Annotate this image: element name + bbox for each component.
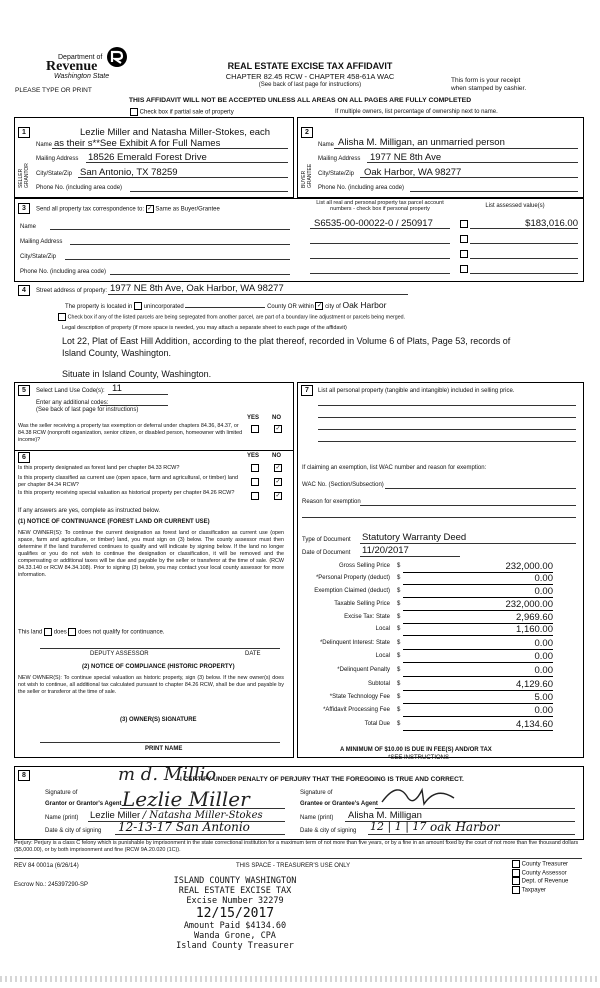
- dept-revenue-checkbox[interactable]: [512, 877, 520, 885]
- segregated-checkbox[interactable]: [58, 313, 66, 321]
- seller-mail-label: Mailing Address: [36, 156, 79, 162]
- calc-dollar: $: [397, 626, 401, 632]
- notice2-title: (2) NOTICE OF COMPLIANCE (HISTORIC PROPERTY): [82, 664, 235, 670]
- grantee-name-label: Name (print): [300, 815, 334, 821]
- grantor-agent-label: Grantor or Grantor's Agent: [45, 801, 122, 807]
- calc-value[interactable]: 0.00: [403, 638, 553, 650]
- exemption-question: Was the seller receiving a property tax exemption or deferral under chapters 84.36, 84.37, or 84.38 RCW (nonprofit organization, senior citizen, or disabled person, homeowner with limited income)?: [18, 423, 243, 443]
- additional-codes-note: (See back of last page for instructions): [36, 407, 139, 413]
- partial-sale-checkbox[interactable]: [130, 108, 138, 116]
- grantee-agent-label: Grantee or Grantee's Agent: [300, 801, 378, 807]
- calc-row: [300, 561, 555, 572]
- calc-value[interactable]: 0.00: [403, 586, 553, 598]
- buyer-name-label: Name: [318, 142, 335, 148]
- grantor-name-2: Natasha Miller-Stokes: [149, 810, 263, 821]
- calc-dollar: $: [397, 681, 401, 687]
- calc-label: Local: [375, 653, 390, 659]
- calc-row: [300, 638, 555, 649]
- multiple-owners-note: If multiple owners, list percentage of ownership next to name.: [335, 109, 498, 115]
- seller-name-line1[interactable]: Lezlie Miller and Natasha Miller-Stokes, each: [80, 127, 271, 138]
- section-8-number: 8: [18, 770, 30, 781]
- calc-dollar: $: [397, 653, 401, 659]
- unincorporated-checkbox[interactable]: [134, 302, 142, 310]
- deputy-assessor: DEPUTY ASSESSOR: [90, 651, 149, 657]
- calc-dollar: $: [397, 694, 401, 700]
- calc-value[interactable]: 4,129.60: [403, 679, 553, 691]
- calc-row: [300, 624, 555, 635]
- grantee-date-label: Date & city of signing: [300, 828, 357, 834]
- buyer-mail[interactable]: 1977 NE 8th Ave: [370, 152, 442, 163]
- perjury-text: Perjury: Perjury is a class C felony which is punishable by imprisonment in the state correctional institution for a maximum term of not more than five years, or by a fine in an amount fixed by the court of not more than five thousand dollars ($5,000.00), or by both imprisonment and fine (RCW 9A.20.020 (1C)).: [14, 840, 579, 853]
- form-chapter: CHAPTER 82.45 RCW - CHAPTER 458-61A WAC: [225, 72, 395, 81]
- s3-name-label: Name: [20, 224, 37, 230]
- doc-type[interactable]: Statutory Warranty Deed: [362, 532, 467, 543]
- section-2-number: 2: [301, 127, 313, 138]
- seller-city[interactable]: San Antonio, TX 78259: [80, 167, 178, 178]
- seller-name-line2[interactable]: as their s**See Exhibit A for Full Names: [54, 138, 221, 149]
- calc-value[interactable]: 232,000.00: [403, 599, 553, 611]
- calc-label: Subtotal: [367, 681, 390, 687]
- print-note: PLEASE TYPE OR PRINT: [15, 87, 92, 94]
- does-label: does: [53, 629, 67, 636]
- grantor-date[interactable]: 12-13-17 San Antonio: [118, 820, 250, 834]
- form-title: REAL ESTATE EXCISE TAX AFFIDAVIT: [227, 61, 393, 71]
- buyer-side-label: BUYER GRANTEE: [301, 163, 313, 188]
- s3-city-label: City/State/Zip: [20, 254, 57, 260]
- segregated-line: [58, 313, 405, 321]
- calc-row: [300, 586, 555, 597]
- stamp-line7: Island County Treasurer: [176, 941, 294, 951]
- s5-no-header: NO: [272, 415, 281, 421]
- parcel-number[interactable]: S6535-00-00022-0 / 250917: [314, 218, 433, 229]
- personal-property-label: List all personal property (tangible and intangible) included in selling price.: [318, 388, 515, 394]
- buyer-city-label: City/State/Zip: [318, 171, 355, 177]
- calc-row: [300, 573, 555, 584]
- calc-label: Excise Tax: State: [344, 614, 390, 620]
- reason-label: Reason for exemption: [302, 499, 361, 505]
- qualify-line: [18, 628, 164, 636]
- q2-no-checkbox[interactable]: ✓: [275, 479, 281, 485]
- dor-logo: [18, 46, 128, 86]
- grantor-date-label: Date & city of signing: [45, 828, 102, 834]
- seller-phone-label: Phone No. (including area code): [36, 185, 123, 191]
- seller-mail[interactable]: 18526 Emerald Forest Drive: [88, 152, 207, 163]
- assessed-value[interactable]: $183,016.00: [525, 218, 578, 229]
- calc-dollar: $: [397, 721, 401, 727]
- doc-date-label: Date of Document: [302, 550, 351, 556]
- notice2-text: NEW OWNER(S): To continue special valuation as historic property, sign (3) below. If the new owner(s) does not wish to continue, all additional tax calculated pursuant to chapter 84.26 RCW, shall be due and payable by the seller or transferor at the time of sale.: [18, 675, 284, 695]
- grantor-name[interactable]: Lezlie Miller / Natasha Miller-Stokes: [90, 810, 263, 821]
- calc-row: [300, 719, 555, 730]
- stamp-line4: 12/15/2017: [195, 906, 275, 921]
- calc-label: *Delinquent Penalty: [337, 667, 390, 673]
- taxpayer-label: Taxpayer: [521, 887, 546, 894]
- legal-line2[interactable]: Island County, Washington.: [62, 348, 172, 358]
- parcel-3-personal-checkbox[interactable]: [460, 250, 468, 258]
- print-name-label: PRINT NAME: [145, 746, 183, 752]
- assessor-date: DATE: [245, 651, 261, 657]
- treasurer-stamp: [150, 876, 320, 951]
- s6-q1: Is this property designated as forest land per chapter 84.33 RCW?: [18, 465, 180, 471]
- calc-value[interactable]: 0.00: [403, 651, 553, 663]
- scan-noise-bottom: [0, 976, 600, 982]
- land-use-code[interactable]: 11: [112, 383, 122, 394]
- s6-q3: Is this property receiving special valuation as historical property per chapter 84.26 RCW?: [18, 490, 235, 496]
- wac-label: WAC No. (Section/Subsection): [302, 482, 384, 488]
- county-assessor-label: County Assessor: [521, 870, 567, 877]
- grantor-signature[interactable]: Lezlie Miller: [122, 787, 250, 811]
- s5-no-checkbox[interactable]: ✓: [275, 426, 281, 432]
- notice1-title: (1) NOTICE OF CONTINUANCE (FOREST LAND OR CURRENT USE): [18, 519, 210, 525]
- calc-dollar: $: [397, 601, 401, 607]
- seller-city-label: City/State/Zip: [36, 171, 73, 177]
- doc-type-label: Type of Document: [302, 537, 351, 543]
- same-as-label: Same as Buyer/Grantee: [155, 206, 220, 213]
- escrow-number: Escrow No.: 245397290-SP: [14, 882, 89, 888]
- dept-line3: Washington State: [54, 73, 110, 80]
- property-city[interactable]: Oak Harbor: [342, 300, 387, 310]
- legal-line3[interactable]: Situate in Island County, Washington.: [62, 369, 212, 379]
- calc-value[interactable]: 5.00: [403, 692, 553, 704]
- instructions-note: (See back of last page for instructions): [258, 82, 362, 88]
- calc-value[interactable]: 0.00: [403, 705, 553, 717]
- calc-label: *Delinquent Interest: State: [319, 640, 390, 646]
- calc-row: [300, 705, 555, 716]
- send-correspondence: [36, 205, 220, 213]
- buyer-mail-label: Mailing Address: [318, 156, 361, 162]
- county-treasurer-checkbox[interactable]: [512, 860, 520, 868]
- section-4-number: 4: [18, 285, 30, 296]
- calc-dollar: $: [397, 575, 401, 581]
- grantee-date[interactable]: 12 | 1 | 17: [370, 820, 427, 833]
- located-text: The property is located in: [65, 304, 133, 310]
- city-of-label: city of: [325, 304, 341, 310]
- section-6-number: 6: [18, 452, 30, 463]
- grantee-city[interactable]: oak Harbor: [430, 820, 500, 834]
- s6-no-header: NO: [272, 453, 281, 459]
- calc-row: [300, 651, 555, 662]
- calc-dollar: $: [397, 563, 401, 569]
- calc-row: [300, 692, 555, 703]
- seller-side-label: SELLER GRANTOR: [18, 163, 30, 188]
- stamp-line1: ISLAND COUNTY WASHINGTON: [173, 876, 297, 886]
- logo-mark-icon: [106, 46, 128, 68]
- send-text: Send all property tax correspondence to:: [36, 206, 145, 213]
- street-label: Street address of property:: [36, 288, 108, 294]
- calc-value[interactable]: 0.00: [403, 573, 553, 585]
- grantor-sig-of: Signature of: [45, 790, 78, 796]
- unincorporated-label: unincorporated: [143, 304, 184, 310]
- calc-value[interactable]: 0.00: [403, 665, 553, 677]
- located-line: [65, 300, 386, 310]
- calc-label: Taxable Selling Price: [334, 601, 390, 607]
- certify-text: I CERTIFY UNDER PENALTY OF PERJURY THAT THE FOREGOING IS TRUE AND CORRECT.: [180, 776, 464, 783]
- section-3-number: 3: [18, 203, 30, 214]
- seller-name-label: Name: [36, 142, 53, 148]
- stamp-line5: Amount Paid $4134.60: [183, 921, 287, 931]
- does-not-label: does not qualify for continuance.: [78, 629, 165, 636]
- if-yes-note: If any answers are yes, complete as instructed below.: [18, 508, 161, 514]
- see-instructions: *SEE INSTRUCTIONS: [388, 755, 450, 761]
- q3-yes-checkbox[interactable]: [251, 492, 259, 500]
- calc-row: [300, 679, 555, 690]
- warning-text: THIS AFFIDAVIT WILL NOT BE ACCEPTED UNLESS ALL AREAS ON ALL PAGES ARE FULLY COMPLETED: [128, 97, 472, 104]
- calc-value[interactable]: 4,134.60: [403, 719, 553, 731]
- calc-row: [300, 612, 555, 623]
- calc-value[interactable]: 2,969.60: [403, 612, 553, 624]
- calc-value[interactable]: 232,000.00: [403, 561, 553, 573]
- calc-label: Gross Selling Price: [338, 563, 390, 569]
- grantee-signature-icon[interactable]: [378, 780, 458, 810]
- does-checkbox[interactable]: [44, 628, 52, 636]
- rev-number: REV 84 0001a (6/26/14): [14, 863, 79, 869]
- dept-line2: Revenue: [46, 59, 98, 74]
- legal-line1[interactable]: Lot 22, Plat of East Hill Addition, according to the plat thereof, recorded in Volume 6 of Plats, Page 53, records of: [62, 336, 511, 346]
- calc-label: Local: [375, 626, 390, 632]
- assessed-header: List assessed value(s): [485, 203, 545, 209]
- q2-yes-checkbox[interactable]: [251, 478, 259, 486]
- dept-revenue-label: Dept. of Revenue: [521, 878, 569, 885]
- notice1-text: NEW OWNER(S): To continue the current designation as forest land or classification as current use (open space, farm and agriculture, or timber) land, you must sign on (3) below. The county assessor must then determine if the land transferred continues to qualify and will indicate by signing below. If the land no longer qualifies or you do not wish to continue the designation or classification, it will be removed and the compensating or additional taxes will be due and payable by the seller or transferor at the time of sale. (RCW 84.33.140 or RCW 84.34.108). Prior to signing (3) below, you may contact your local county assessor for more information.: [18, 530, 284, 578]
- parcel-2-personal-checkbox[interactable]: [460, 235, 468, 243]
- county-treasurer-label: County Treasurer: [521, 861, 569, 868]
- calc-dollar: $: [397, 588, 401, 594]
- partial-sale-label: Check box if partial sale of property: [139, 109, 234, 116]
- taxpayer-checkbox[interactable]: [512, 886, 520, 894]
- exemption-claim-label: If claiming an exemption, list WAC number and reason for exemption:: [302, 465, 487, 471]
- dept-line1: Department of: [58, 54, 103, 61]
- additional-codes-label: Enter any additional codes:: [36, 400, 109, 406]
- dist-list: [512, 860, 568, 894]
- calc-row: [300, 665, 555, 676]
- buyer-city[interactable]: Oak Harbor, WA 98277: [364, 167, 462, 178]
- county-assessor-checkbox[interactable]: [512, 869, 520, 877]
- q1-no-checkbox[interactable]: ✓: [275, 465, 281, 471]
- calc-label: *Affidavit Processing Fee: [323, 707, 390, 713]
- calc-dollar: $: [397, 614, 401, 620]
- calc-row: [300, 599, 555, 610]
- stamp-line6: Wanda Grone, CPA: [194, 931, 276, 941]
- county-or-within-label: County OR within: [267, 304, 314, 310]
- city-of-checkbox[interactable]: ✓: [316, 303, 322, 310]
- grantor-name-1: Lezlie Miller: [90, 810, 141, 821]
- s3-mail-label: Mailing Address: [20, 239, 63, 245]
- s6-yes-header: YES: [247, 453, 260, 459]
- partial-sale: [130, 108, 234, 116]
- this-land-label: This land: [18, 629, 43, 636]
- calc-dollar: $: [397, 667, 401, 673]
- treasurer-only: THIS SPACE - TREASURER'S USE ONLY: [236, 863, 351, 869]
- s3-phone-label: Phone No. (including area code): [20, 269, 107, 275]
- street-address[interactable]: 1977 NE 8th Ave, Oak Harbor, WA 98277: [110, 283, 284, 294]
- land-use-label: Select Land Use Code(s):: [36, 388, 105, 394]
- receipt-line1: This form is your receipt: [451, 77, 521, 84]
- parcel-header: List all real and personal property tax parcel account numbers - check box if personal property: [316, 200, 444, 212]
- s5-yes-checkbox[interactable]: [251, 425, 259, 433]
- legal-label: Legal description of property (if more space is needed, you may attach a separate sheet to each page of the affidavit): [62, 325, 347, 331]
- segregated-label: Check box if any of the listed parcels are being segregated from another parcel, are part of a boundary line adjustment or parcels being merged.: [67, 314, 406, 321]
- buyer-name[interactable]: Alisha M. Milligan, an unmarried person: [338, 137, 505, 148]
- s6-q2: Is this property classified as current use (open space, farm and agricultural, or timber) land per chapter 84.34 RCW?: [18, 475, 239, 488]
- section-1-number: 1: [18, 127, 30, 138]
- calc-label: *Personal Property (deduct): [315, 575, 390, 581]
- parcel-1-personal-checkbox[interactable]: [460, 220, 468, 228]
- grantee-sig-of: Signature of: [300, 790, 333, 796]
- grantor-name-label: Name (print): [45, 815, 79, 821]
- calc-label: Total Due: [364, 721, 390, 727]
- section-5-number: 5: [18, 385, 30, 396]
- receipt-line2: when stamped by cashier.: [451, 85, 527, 92]
- stamp-line3: Excise Number 32279: [186, 896, 284, 906]
- calc-dollar: $: [397, 707, 401, 713]
- section-7-number: 7: [301, 385, 313, 396]
- q3-no-checkbox[interactable]: ✓: [275, 493, 281, 499]
- parcel-4-personal-checkbox[interactable]: [460, 265, 468, 273]
- grantor-scribble: m d. Millio: [118, 764, 217, 785]
- stamp-line2: REAL ESTATE EXCISE TAX: [178, 886, 292, 896]
- calc-label: *State Technology Fee: [329, 694, 390, 700]
- s5-yes-header: YES: [247, 415, 260, 421]
- calc-dollar: $: [397, 640, 401, 646]
- doc-date[interactable]: 11/20/2017: [362, 545, 409, 556]
- calc-label: Exemption Claimed (deduct): [314, 588, 390, 594]
- owner-sig-label: (3) OWNER(S) SIGNATURE: [120, 717, 197, 723]
- same-as-buyer-checkbox[interactable]: ✓: [147, 206, 153, 212]
- buyer-phone-label: Phone No. (including area code): [318, 185, 405, 191]
- does-not-checkbox[interactable]: [68, 628, 76, 636]
- minimum-note: A MINIMUM OF $10.00 IS DUE IN FEE(S) AND/OR TAX: [340, 747, 492, 753]
- grantee-name[interactable]: Alisha M. Milligan: [348, 810, 422, 821]
- q1-yes-checkbox[interactable]: [251, 464, 259, 472]
- calc-value[interactable]: 1,160.00: [403, 624, 553, 636]
